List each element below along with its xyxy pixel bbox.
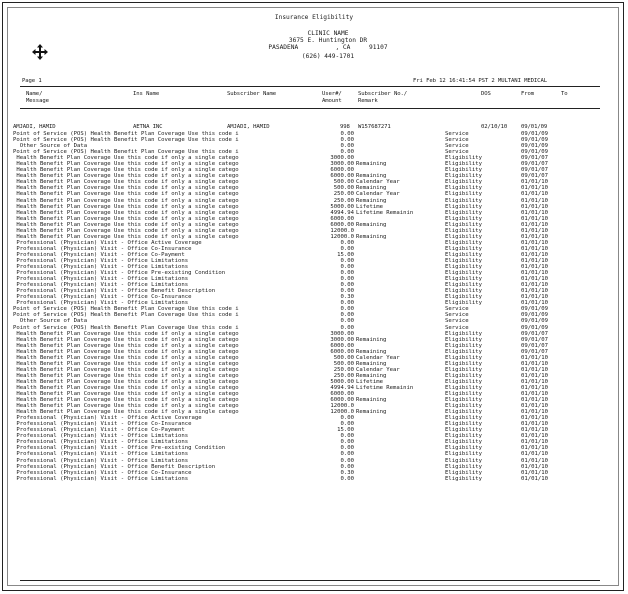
row-amount: 0.00 (340, 324, 354, 331)
row-message: Health Benefit Plan Coverage Use this code if only a single catego (13, 403, 239, 410)
row-amount: 0.00 (340, 276, 354, 283)
row-type: Eligibility (445, 372, 483, 379)
row-amount: 3000.00 (330, 161, 354, 168)
row-from: 01/01/10 (521, 391, 548, 398)
clinic-name: CLINIC NAME (307, 30, 349, 37)
row-message: Professional (Physician) Visit - Office Limitations (13, 264, 189, 271)
row-type: Service (445, 137, 469, 144)
row-from: 01/01/10 (521, 360, 548, 367)
row-from: 09/01/07 (521, 342, 548, 349)
row-from: 01/01/10 (521, 215, 548, 222)
row-amount: 500.00 (333, 360, 354, 367)
col-ins-name: Ins Name (133, 91, 160, 97)
row-from: 09/01/09 (521, 149, 548, 156)
row-message: Health Benefit Plan Coverage Use this code if only a single catego (13, 155, 239, 162)
row-type: Eligibility (445, 245, 483, 252)
row-amount: 3000.00 (330, 336, 354, 343)
row-amount: 6000.00 (330, 221, 354, 228)
row-type: Eligibility (445, 451, 483, 458)
row-from: 01/01/10 (521, 251, 548, 258)
row-message: Health Benefit Plan Coverage Use this code if only a single catego (13, 203, 239, 210)
row-amount: 500.00 (333, 185, 354, 192)
row-remark: Remaining (356, 233, 387, 240)
row-type: Eligibility (445, 391, 483, 398)
row-amount: 0.00 (340, 149, 354, 156)
row-from: 01/01/10 (521, 197, 548, 204)
row-amount: 250.00 (333, 372, 354, 379)
col-name: Name/ (26, 91, 43, 97)
row-message: Professional (Physician) Visit - Office Co-Insurance (13, 469, 192, 476)
row-from: 01/01/10 (521, 378, 548, 385)
row-from: 09/01/09 (521, 324, 548, 331)
row-amount: 0.00 (340, 439, 354, 446)
row-amount: 12000.0 (330, 409, 354, 416)
row-type: Eligibility (445, 366, 483, 373)
row-message: Professional (Physician) Visit - Office Co-Insurance (13, 421, 192, 428)
header-rule-bottom (20, 108, 600, 109)
col-subscriber-no: Subscriber No./ (358, 91, 408, 97)
row-type: Eligibility (445, 457, 483, 464)
row-message: Health Benefit Plan Coverage Use this code if only a single catego (13, 342, 239, 349)
col-subscriber-name: Subscriber Name (227, 91, 277, 97)
row-amount: 3000.00 (330, 155, 354, 162)
row-message: Health Benefit Plan Coverage Use this code if only a single catego (13, 209, 239, 216)
row-type: Eligibility (445, 239, 483, 246)
row-amount: 0.00 (340, 451, 354, 458)
row-type: Eligibility (445, 215, 483, 222)
row-from: 01/01/10 (521, 415, 548, 422)
row-amount: 15.00 (337, 251, 354, 258)
row-remark: Remaining (356, 360, 387, 367)
row-message: Professional (Physician) Visit - Office Limitations (13, 475, 189, 482)
col-to: To (561, 91, 568, 97)
row-type: Eligibility (445, 209, 483, 216)
row-amount: 6000.00 (330, 173, 354, 180)
row-remark: Remaining (356, 348, 387, 355)
row-type: Eligibility (445, 294, 483, 301)
row-from: 01/01/10 (521, 185, 548, 192)
table-row (0, 476, 628, 482)
row-message: Professional (Physician) Visit - Office Co-Insurance (13, 245, 192, 252)
row-amount: 4994.94 (330, 209, 354, 216)
row-from: 01/01/10 (521, 445, 548, 452)
row-amount: 6000.00 (330, 348, 354, 355)
eligibility-rows (0, 131, 628, 482)
row-type: Eligibility (445, 233, 483, 240)
row-amount: 0.00 (340, 421, 354, 428)
patient-ins-name: AETNA INC (133, 124, 163, 130)
row-message: Health Benefit Plan Coverage Use this code if only a single catego (13, 161, 239, 168)
row-type: Service (445, 131, 469, 137)
row-from: 01/01/10 (521, 264, 548, 271)
row-amount: 0.00 (340, 475, 354, 482)
row-message: Health Benefit Plan Coverage Use this code if only a single catego (13, 348, 239, 355)
row-from: 01/01/10 (521, 245, 548, 252)
row-message: Health Benefit Plan Coverage Use this code if only a single catego (13, 378, 239, 385)
row-from: 01/01/10 (521, 384, 548, 391)
row-remark: Remaining (356, 221, 387, 228)
row-message: Health Benefit Plan Coverage Use this code if only a single catego (13, 215, 239, 222)
row-message: Health Benefit Plan Coverage Use this code if only a single catego (13, 227, 239, 234)
row-remark: Calendar Year (356, 354, 400, 361)
row-type: Eligibility (445, 227, 483, 234)
row-amount: 6000.00 (330, 397, 354, 404)
row-amount: 0.00 (340, 318, 354, 325)
clinic-phone: (626) 449-1701 (301, 53, 355, 60)
row-from: 01/01/10 (521, 409, 548, 416)
row-type: Eligibility (445, 415, 483, 422)
row-remark: Lifetime Remainin (356, 384, 414, 391)
row-message: Health Benefit Plan Coverage Use this code if only a single catego (13, 391, 239, 398)
row-message: Health Benefit Plan Coverage Use this code if only a single catego (13, 233, 239, 240)
row-from: 01/01/10 (521, 427, 548, 434)
row-type: Service (445, 306, 469, 313)
row-from: 09/01/07 (521, 330, 548, 337)
row-type: Eligibility (445, 203, 483, 210)
row-type: Eligibility (445, 221, 483, 228)
clinic-address-line2: PASADENA , CA 91107 (268, 44, 388, 51)
row-from: 01/01/10 (521, 282, 548, 289)
row-type: Eligibility (445, 475, 483, 482)
page-label: Page 1 (22, 78, 42, 84)
row-type: Eligibility (445, 354, 483, 361)
row-message: Other Source of Data (13, 143, 88, 150)
row-from: 01/01/10 (521, 233, 548, 240)
row-amount: 0.30 (340, 469, 354, 476)
row-amount: 500.00 (333, 354, 354, 361)
row-type: Eligibility (445, 185, 483, 192)
row-type: Eligibility (445, 191, 483, 198)
row-message: Professional (Physician) Visit - Office Limitations (13, 282, 189, 289)
footer-rule (20, 580, 600, 581)
row-amount: 6000.00 (330, 215, 354, 222)
row-message: Health Benefit Plan Coverage Use this code if only a single catego (13, 336, 239, 343)
row-from: 01/01/10 (521, 270, 548, 277)
row-type: Eligibility (445, 300, 483, 307)
patient-name: AMJADI, HAMID (13, 124, 56, 130)
row-type: Service (445, 149, 469, 156)
row-type: Eligibility (445, 421, 483, 428)
row-type: Eligibility (445, 257, 483, 264)
row-from: 01/01/10 (521, 469, 548, 476)
row-type: Eligibility (445, 173, 483, 180)
row-type: Eligibility (445, 427, 483, 434)
row-message: Professional (Physician) Visit - Office Pre-existing Condition (13, 445, 226, 452)
row-from: 01/01/10 (521, 457, 548, 464)
row-remark: Remaining (356, 397, 387, 404)
row-amount: 5000.00 (330, 378, 354, 385)
row-message: Professional (Physician) Visit - Office Benefit Description (13, 288, 216, 295)
row-from: 01/01/10 (521, 227, 548, 234)
row-amount: 250.00 (333, 197, 354, 204)
row-remark: Remaining (356, 372, 387, 379)
row-message: Health Benefit Plan Coverage Use this code if only a single catego (13, 221, 239, 228)
header-rule-top (20, 86, 600, 87)
row-from: 09/01/07 (521, 336, 548, 343)
row-message: Health Benefit Plan Coverage Use this code if only a single catego (13, 185, 239, 192)
row-from: 01/01/10 (521, 475, 548, 482)
row-message: Professional (Physician) Visit - Office Limitations (13, 276, 189, 283)
row-from: 01/01/10 (521, 294, 548, 301)
move-icon[interactable] (32, 44, 48, 60)
row-from: 01/01/10 (521, 439, 548, 446)
row-from: 01/01/10 (521, 203, 548, 210)
row-from: 09/01/09 (521, 312, 548, 319)
row-type: Eligibility (445, 330, 483, 337)
col-amount: Amount (322, 98, 342, 104)
row-message: Health Benefit Plan Coverage Use this code if only a single catego (13, 409, 239, 416)
row-remark: Remaining (356, 161, 387, 168)
row-amount: 4994.94 (330, 384, 354, 391)
row-message: Health Benefit Plan Coverage Use this code if only a single catego (13, 372, 239, 379)
row-from: 01/01/10 (521, 257, 548, 264)
row-message: Point of Service (POS) Health Benefit Plan Coverage Use this code i (13, 149, 239, 156)
row-from: 01/01/10 (521, 372, 548, 379)
row-type: Eligibility (445, 433, 483, 440)
row-message: Professional (Physician) Visit - Office Limitations (13, 451, 189, 458)
patient-from: 09/01/09 (521, 124, 548, 130)
row-amount: 0.00 (340, 239, 354, 246)
row-remark: Remaining (356, 185, 387, 192)
row-amount: 0.00 (340, 300, 354, 307)
row-type: Eligibility (445, 336, 483, 343)
row-message: Health Benefit Plan Coverage Use this code if only a single catego (13, 360, 239, 367)
row-message: Professional (Physician) Visit - Office Co-Payment (13, 427, 185, 434)
row-remark: Remaining (356, 173, 387, 180)
row-message: Professional (Physician) Visit - Office Limitations (13, 433, 189, 440)
row-message: Professional (Physician) Visit - Office Active Coverage (13, 239, 202, 246)
row-message: Health Benefit Plan Coverage Use this code if only a single catego (13, 397, 239, 404)
row-message: Professional (Physician) Visit - Office Benefit Description (13, 463, 216, 470)
row-type: Eligibility (445, 251, 483, 258)
row-type: Eligibility (445, 403, 483, 410)
row-remark: Lifetime Remainin (356, 209, 414, 216)
row-from: 09/01/07 (521, 161, 548, 168)
row-amount: 5000.00 (330, 203, 354, 210)
row-amount: 0.00 (340, 137, 354, 144)
row-amount: 0.00 (340, 270, 354, 277)
row-remark: Calendar Year (356, 179, 400, 186)
print-info: Fri Feb 12 16:41:54 PST 2 MULTANI MEDICAL (413, 78, 547, 84)
row-amount: 0.00 (340, 264, 354, 271)
row-remark: Lifetime (356, 203, 383, 210)
row-from: 09/01/09 (521, 131, 548, 137)
row-type: Service (445, 143, 469, 150)
row-from: 01/01/10 (521, 288, 548, 295)
row-amount: 12000.0 (330, 233, 354, 240)
patient-subscriber-no: W157687271 (358, 124, 391, 130)
row-message: Point of Service (POS) Health Benefit Plan Coverage Use this code i (13, 306, 239, 313)
row-amount: 0.00 (340, 433, 354, 440)
row-amount: 0.00 (340, 457, 354, 464)
row-from: 01/01/10 (521, 300, 548, 307)
row-amount: 250.00 (333, 366, 354, 373)
row-amount: 0.00 (340, 306, 354, 313)
row-type: Eligibility (445, 469, 483, 476)
row-message: Professional (Physician) Visit - Office Limitations (13, 439, 189, 446)
col-dos: DOS (481, 91, 491, 97)
row-type: Eligibility (445, 197, 483, 204)
row-from: 01/01/10 (521, 209, 548, 216)
row-amount: 0.00 (340, 463, 354, 470)
row-type: Service (445, 312, 469, 319)
row-type: Eligibility (445, 348, 483, 355)
row-amount: 250.00 (333, 191, 354, 198)
row-amount: 0.00 (340, 245, 354, 252)
row-message: Health Benefit Plan Coverage Use this code if only a single catego (13, 179, 239, 186)
row-type: Eligibility (445, 445, 483, 452)
row-remark: Lifetime (356, 378, 383, 385)
col-message: Message (26, 98, 49, 104)
row-remark: Calendar Year (356, 191, 400, 198)
row-type: Eligibility (445, 179, 483, 186)
row-message: Health Benefit Plan Coverage Use this code if only a single catego (13, 330, 239, 337)
row-type: Service (445, 324, 469, 331)
row-amount: 6000.00 (330, 342, 354, 349)
row-amount: 15.00 (337, 427, 354, 434)
row-message: Point of Service (POS) Health Benefit Plan Coverage Use this code i (13, 324, 239, 331)
row-from: 01/01/10 (521, 366, 548, 373)
patient-user-no: 998 (340, 124, 350, 130)
row-from: 09/01/07 (521, 173, 548, 180)
report-title: Insurance Eligibility (274, 14, 354, 21)
row-amount: 12000.0 (330, 227, 354, 234)
row-from: 09/01/07 (521, 155, 548, 162)
row-amount: 0.00 (340, 257, 354, 264)
row-from: 01/01/10 (521, 421, 548, 428)
row-message: Professional (Physician) Visit - Office Co-Insurance (13, 294, 192, 301)
row-type: Eligibility (445, 155, 483, 162)
row-amount: 0.00 (340, 143, 354, 150)
row-message: Health Benefit Plan Coverage Use this code if only a single catego (13, 384, 239, 391)
row-message: Professional (Physician) Visit - Office Active Coverage (13, 415, 202, 422)
row-from: 01/01/10 (521, 463, 548, 470)
row-amount: 3000.00 (330, 330, 354, 337)
row-from: 01/01/10 (521, 221, 548, 228)
row-message: Professional (Physician) Visit - Office Limitations (13, 300, 189, 307)
row-message: Health Benefit Plan Coverage Use this code if only a single catego (13, 354, 239, 361)
row-type: Eligibility (445, 270, 483, 277)
patient-dos: 02/10/10 (481, 124, 508, 130)
row-from: 01/01/10 (521, 433, 548, 440)
row-amount: 12000.0 (330, 403, 354, 410)
clinic-address-line1: 3675 E. Huntington DR (288, 37, 368, 44)
row-message: Health Benefit Plan Coverage Use this code if only a single catego (13, 167, 239, 174)
row-message: Point of Service (POS) Health Benefit Plan Coverage Use this code i (13, 137, 239, 144)
row-message: Professional (Physician) Visit - Office Limitations (13, 257, 189, 264)
row-message: Professional (Physician) Visit - Office Pre-existing Condition (13, 270, 226, 277)
row-type: Eligibility (445, 439, 483, 446)
col-from: From (521, 91, 535, 97)
row-message: Health Benefit Plan Coverage Use this code if only a single catego (13, 197, 239, 204)
row-message: Point of Service (POS) Health Benefit Plan Coverage Use this code i (13, 131, 239, 137)
row-from: 01/01/10 (521, 239, 548, 246)
row-from: 09/01/07 (521, 348, 548, 355)
row-from: 01/01/10 (521, 276, 548, 283)
row-amount: 500.00 (333, 179, 354, 186)
row-message: Health Benefit Plan Coverage Use this code if only a single catego (13, 173, 239, 180)
row-remark: Remaining (356, 336, 387, 343)
row-message: Health Benefit Plan Coverage Use this code if only a single catego (13, 191, 239, 198)
row-type: Eligibility (445, 463, 483, 470)
row-amount: 0.00 (340, 282, 354, 289)
row-type: Eligibility (445, 384, 483, 391)
row-type: Service (445, 318, 469, 325)
row-amount: 0.30 (340, 294, 354, 301)
row-amount: 6000.00 (330, 167, 354, 174)
row-from: 01/01/10 (521, 191, 548, 198)
row-message: Professional (Physician) Visit - Office Limitations (13, 457, 189, 464)
row-amount: 0.00 (340, 131, 354, 137)
row-from: 01/01/10 (521, 403, 548, 410)
row-type: Eligibility (445, 167, 483, 174)
row-remark: Calendar Year (356, 366, 400, 373)
row-type: Eligibility (445, 397, 483, 404)
row-from: 09/01/09 (521, 306, 548, 313)
row-type: Eligibility (445, 276, 483, 283)
col-remark: Remark (358, 98, 378, 104)
row-type: Eligibility (445, 264, 483, 271)
row-type: Eligibility (445, 282, 483, 289)
row-from: 09/01/09 (521, 137, 548, 144)
row-message: Point of Service (POS) Health Benefit Plan Coverage Use this code i (13, 312, 239, 319)
row-remark: Remaining (356, 409, 387, 416)
row-type: Eligibility (445, 342, 483, 349)
row-type: Eligibility (445, 378, 483, 385)
row-amount: 0.00 (340, 312, 354, 319)
row-message: Health Benefit Plan Coverage Use this code if only a single catego (13, 366, 239, 373)
row-type: Eligibility (445, 288, 483, 295)
col-user-no: User#/ (322, 91, 342, 97)
row-amount: 0.00 (340, 415, 354, 422)
patient-subscriber-name: AMJADI, HAMID (227, 124, 270, 130)
row-from: 01/01/10 (521, 354, 548, 361)
row-amount: 0.00 (340, 288, 354, 295)
row-type: Eligibility (445, 161, 483, 168)
row-from: 09/01/09 (521, 318, 548, 325)
row-amount: 6000.00 (330, 391, 354, 398)
row-from: 09/01/09 (521, 143, 548, 150)
row-from: 01/01/10 (521, 397, 548, 404)
row-amount: 0.00 (340, 445, 354, 452)
row-type: Eligibility (445, 409, 483, 416)
row-from: 01/01/10 (521, 179, 548, 186)
row-message: Other Source of Data (13, 318, 88, 325)
row-message: Professional (Physician) Visit - Office Co-Payment (13, 251, 185, 258)
row-from: 01/01/10 (521, 451, 548, 458)
row-type: Eligibility (445, 360, 483, 367)
row-from: 09/01/07 (521, 167, 548, 174)
row-remark: Remaining (356, 197, 387, 204)
